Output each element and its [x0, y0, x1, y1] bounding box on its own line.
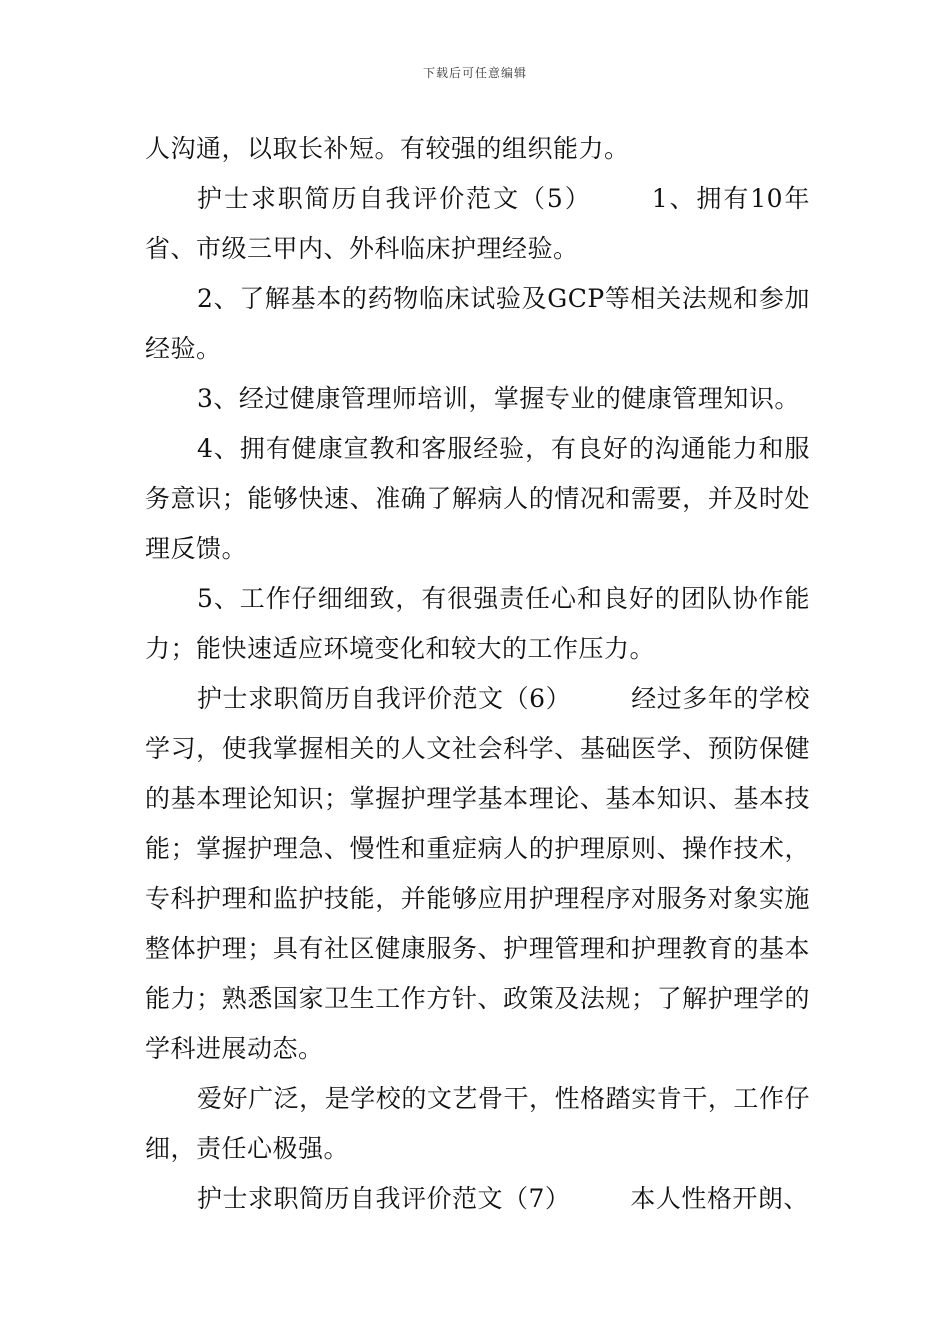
paragraph-4 [145, 374, 810, 424]
paragraph-text: 3、经过健康管理师培训，掌握专业的健康管理知识。 [197, 384, 800, 413]
paragraph-6 [145, 574, 810, 674]
page-header: 下载后可任意编辑 [422, 66, 527, 80]
paragraph-text: 2、了解基本的药物临床试验及GCP等相关法规和参加经验。 [145, 284, 810, 363]
paragraph-2 [145, 174, 810, 274]
paragraph-text: 本人性格开朗、 [630, 1184, 809, 1213]
section-title-7: 护士求职简历自我评价范文（7） [197, 1184, 571, 1213]
paragraph-5 [145, 424, 810, 574]
section-title-6: 护士求职简历自我评价范文（6） [197, 684, 572, 713]
paragraph-7 [145, 674, 810, 1074]
paragraph-1 [145, 124, 810, 174]
paragraph-text: 经过多年的学校学习，使我掌握相关的人文社会科学、基础医学、预防保健的基本理论知识；掌握护理学基本理论、基本知识、基本技能；掌握护理急、慢性和重症病人的护理原则、操作技术，专科护理和监护技能，并能够应用护理程序对服务对象实施整体护理；具有社区健康服务、护理管理和护理教育的基本能力；熟悉国家卫生工作方针、政策及法规；了解护理学的学科进展动态。 [145, 684, 810, 1063]
paragraph-text: 爱好广泛，是学校的文艺骨干，性格踏实肯干，工作仔细，责任心极强。 [145, 1084, 810, 1163]
paragraph-8 [145, 1074, 810, 1174]
paragraph-9 [145, 1174, 810, 1224]
paragraph-text: 5、工作仔细细致，有很强责任心和良好的团队协作能力；能快速适应环境变化和较大的工作压力。 [145, 584, 810, 663]
paragraph-text: 1、拥有10年省、市级三甲内、外科临床护理经验。 [145, 184, 810, 263]
document-body [145, 124, 810, 1224]
section-title-5: 护士求职简历自我评价范文（5） [197, 184, 592, 213]
paragraph-text: 4、拥有健康宣教和客服经验，有良好的沟通能力和服务意识；能够快速、准确了解病人的情况和需要，并及时处理反馈。 [145, 434, 810, 563]
paragraph-text: 人沟通，以取长补短。有较强的组织能力。 [145, 134, 630, 163]
paragraph-3 [145, 274, 810, 374]
